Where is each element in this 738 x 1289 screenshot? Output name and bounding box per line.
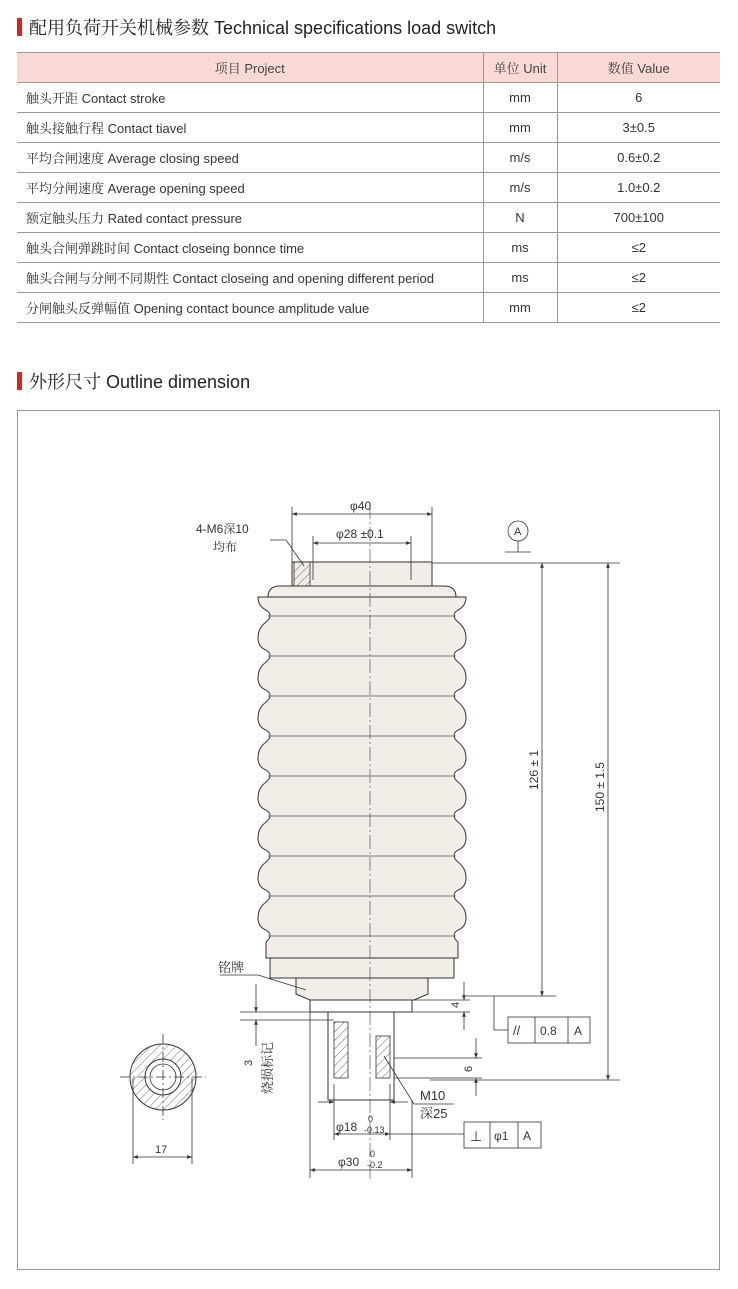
dim-17: 17	[155, 1144, 168, 1156]
dim-d30-tol-up: 0	[370, 1149, 376, 1159]
row-item: 触头接触行程 Contact tiavel	[17, 113, 483, 143]
nameplate-label: 铭牌	[218, 960, 245, 975]
row-item: 分闸触头反弹幅值 Opening contact bounce amplitude value	[17, 293, 483, 323]
dim-d30: φ30	[338, 1155, 360, 1169]
dim-d28: φ28 ±0.1	[336, 527, 384, 541]
row-unit: mm	[483, 113, 557, 143]
dim-3: 3	[243, 1059, 255, 1066]
outline-title-text: 外形尺寸 Outline dimension	[29, 372, 251, 392]
stem-hatch-left	[334, 1022, 348, 1078]
m10-label: M10	[420, 1088, 446, 1103]
row-item: 平均合闸速度 Average closing speed	[17, 143, 483, 173]
row-unit: ms	[483, 263, 557, 293]
row-item: 触头合闸弹跳时间 Contact closeing bonnce time	[17, 233, 483, 263]
row-value: 0.6±0.2	[557, 143, 720, 173]
row-unit: ms	[483, 233, 557, 263]
row-unit: m/s	[483, 173, 557, 203]
dim-d18-tol-low: -0.13	[364, 1125, 385, 1135]
insulator-sheds	[258, 597, 466, 958]
stem-hatch-right	[376, 1036, 390, 1078]
datum-a-label: A	[514, 526, 522, 538]
row-item: 触头合闸与分闸不同期性 Contact closeing and opening different period	[17, 263, 483, 293]
row-unit: mm	[483, 293, 557, 323]
row-unit: m/s	[483, 143, 557, 173]
bottom-base	[296, 978, 428, 1000]
row-value: ≤2	[557, 233, 720, 263]
specs-title-text: 配用负荷开关机械参数 Technical specifications load switch	[29, 18, 497, 38]
row-value: ≤2	[557, 263, 720, 293]
insulator-body	[258, 505, 466, 1180]
row-value: 6	[557, 83, 720, 113]
burn-mark-label: 烧损标记	[260, 1041, 275, 1094]
dim-h150: 150 ± 1.5	[593, 762, 607, 812]
dim-6: 6	[463, 1065, 475, 1072]
row-value: 3±0.5	[557, 113, 720, 143]
row-unit: mm	[483, 83, 557, 113]
row-item: 触头开距 Contact stroke	[17, 83, 483, 113]
dim-d30-tol-low: -0.2	[367, 1160, 383, 1170]
perp-value: φ1	[494, 1129, 509, 1143]
perp-symbol: ⊥	[470, 1128, 483, 1144]
depth25-label: 深25	[420, 1106, 448, 1121]
thread-hatch	[294, 562, 310, 586]
dim-h126: 126 ± 1	[527, 750, 541, 790]
thread-note-1: 4-M6深10	[196, 522, 249, 536]
parallel-datum: A	[574, 1024, 583, 1038]
row-item: 平均分闸速度 Average opening speed	[17, 173, 483, 203]
col-header-project: 项目 Project	[17, 53, 483, 83]
row-item: 额定触头压力 Rated contact pressure	[17, 203, 483, 233]
bottom-flange	[270, 958, 454, 978]
row-value: 700±100	[557, 203, 720, 233]
col-header-value: 数值 Value	[557, 53, 720, 83]
row-unit: N	[483, 203, 557, 233]
dim-d18: φ18	[336, 1120, 358, 1134]
top-shoulder	[268, 586, 456, 597]
row-value: ≤2	[557, 293, 720, 323]
parallel-symbol: //	[513, 1023, 521, 1038]
col-header-unit: 单位 Unit	[483, 53, 557, 83]
moving-stem	[310, 1000, 412, 1012]
dim-d18-tol-up: 0	[368, 1114, 374, 1124]
perp-datum: A	[523, 1129, 532, 1143]
row-value: 1.0±0.2	[557, 173, 720, 203]
parallel-value: 0.8	[540, 1024, 557, 1038]
dim-d40: φ40	[350, 499, 372, 513]
thread-note-2: 均布	[213, 540, 238, 554]
dim-4: 4	[450, 1001, 462, 1008]
